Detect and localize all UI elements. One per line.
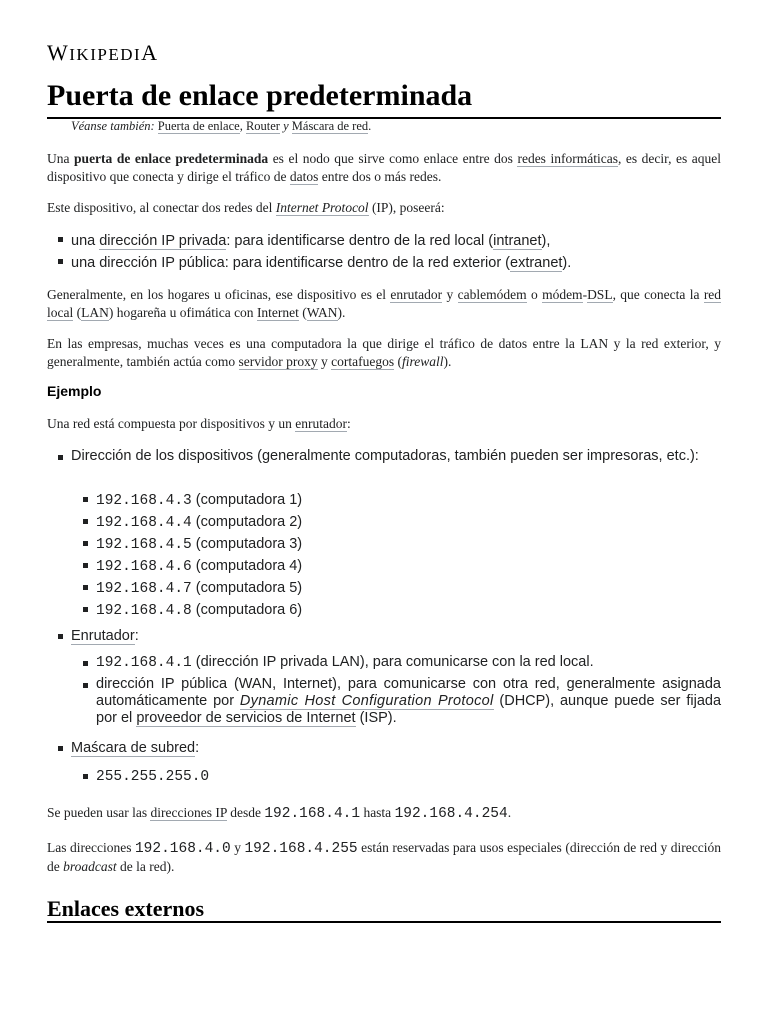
- paragraph-4: [47, 335, 721, 371]
- italic-term: firewall: [402, 354, 444, 369]
- text: En las empresas, muchas veces es una computadora la que dirige el tráfico de datos entre la LAN y la red exterior, y generalmente, también actúa como: [47, 336, 721, 369]
- devices-list: [47, 448, 721, 465]
- text: (computadora 5): [195, 580, 303, 596]
- hatnote-separator: ,: [239, 119, 243, 133]
- logo-last-letter: A: [141, 40, 159, 65]
- mask-sublist: [47, 767, 721, 786]
- link-enrutador-3[interactable]: Enrutador: [71, 628, 135, 644]
- text: (IP), poseerá:: [371, 200, 445, 215]
- list-item: [47, 676, 721, 727]
- bold-term: puerta de enlace predeterminada: [74, 151, 269, 166]
- ip-address: 192.168.4.255: [244, 841, 358, 857]
- text: (: [76, 305, 82, 320]
- list-item: [47, 252, 721, 274]
- subnet-mask-value: 255.255.255.0: [96, 769, 210, 785]
- text: están reservadas para usos especiales (dirección de red y dirección de: [47, 840, 722, 874]
- text: y: [234, 840, 241, 855]
- italic-term: broadcast: [63, 859, 117, 874]
- ip-address: 192.168.4.4: [96, 515, 192, 531]
- text: o: [530, 287, 538, 302]
- list-item: [47, 767, 721, 786]
- router-list: [47, 627, 721, 645]
- list-item: [47, 556, 721, 578]
- section-divider: [47, 921, 721, 923]
- ip-address: 192.168.4.1: [96, 655, 192, 671]
- text: (computadora 6): [195, 602, 303, 618]
- text: (computadora 4): [195, 558, 303, 574]
- intro-paragraph-1: [47, 150, 721, 186]
- wikipedia-logo[interactable]: [47, 40, 159, 66]
- text: ) hogareña u ofimática con: [108, 305, 254, 320]
- paragraph-3: [47, 286, 721, 322]
- text: ),: [541, 233, 551, 249]
- list-item: [47, 534, 721, 556]
- text: , que conecta la: [612, 287, 700, 302]
- link-lan[interactable]: LAN: [81, 305, 109, 320]
- link-enrutador-2[interactable]: enrutador: [295, 416, 347, 431]
- link-mascara-de-subred[interactable]: Maścara de subred: [71, 740, 196, 756]
- text: Una red está compuesta por dispositivos y un: [47, 416, 292, 431]
- text: (computadora 1): [195, 492, 303, 508]
- heading-ejemplo: Ejemplo: [47, 383, 102, 399]
- ip-list: [47, 230, 721, 274]
- text: desde: [230, 805, 261, 820]
- text: (ISP).: [359, 710, 397, 726]
- mask-list: [47, 739, 721, 757]
- link-red-local[interactable]: red local: [47, 287, 722, 320]
- text: :: [346, 416, 351, 431]
- ip-address: 192.168.4.8: [96, 603, 192, 619]
- text: (computadora 3): [195, 536, 303, 552]
- text: .: [507, 805, 512, 820]
- text: hasta: [363, 805, 392, 820]
- link-direcciones-ip[interactable]: direcciones IP: [150, 805, 227, 820]
- text: Este dispositivo, al conectar dos redes del: [47, 200, 273, 215]
- list-item: Dirección de los dispositivos (generalmente computadoras, también pueden ser impresoras, etc.):: [47, 448, 721, 465]
- link-intranet[interactable]: intranet: [493, 233, 542, 249]
- hatnote-prefix: Véanse también:: [71, 119, 155, 133]
- ip-address: 192.168.4.1: [264, 806, 361, 822]
- text: Generalmente, en los hogares u oficinas, ese dispositivo es el: [47, 287, 387, 302]
- text: Una: [47, 151, 70, 166]
- link-wan[interactable]: WAN: [306, 305, 338, 320]
- link-dsl[interactable]: DSL: [587, 287, 613, 302]
- text: una dirección IP pública: para identificarse dentro de la red exterior (: [71, 255, 511, 271]
- link-puerta-de-enlace[interactable]: Puerta de enlace: [157, 119, 240, 133]
- example-intro: [47, 415, 721, 433]
- link-router[interactable]: Router: [245, 119, 280, 133]
- logo-first-letter: W: [47, 40, 70, 65]
- link-extranet[interactable]: extranet: [510, 255, 563, 271]
- link-mascara-de-red[interactable]: Máscara de red: [291, 119, 369, 133]
- text: (: [397, 354, 403, 369]
- text: (computadora 2): [195, 514, 303, 530]
- intro-paragraph-2: [47, 199, 721, 217]
- list-item: [47, 578, 721, 600]
- link-datos[interactable]: datos: [289, 169, 319, 184]
- hatnote: [71, 119, 371, 134]
- text: -: [582, 287, 588, 302]
- link-enrutador[interactable]: enrutador: [390, 287, 443, 302]
- link-cablemodem[interactable]: cablemódem: [457, 287, 527, 302]
- text: , es decir, es aquel dispositivo que conecta y dirige el tráfico de: [47, 151, 722, 184]
- text: :: [195, 740, 200, 756]
- text: es el nodo que sirve como enlace entre dos: [272, 151, 513, 166]
- paragraph-5: [47, 804, 721, 823]
- list-item: [47, 230, 721, 252]
- list-item: [47, 654, 721, 672]
- list-item: [47, 739, 721, 757]
- ip-address: 192.168.4.5: [96, 537, 192, 553]
- link-direccion-ip-privada[interactable]: dirección IP privada: [99, 233, 227, 249]
- text: (dirección IP privada LAN), para comunicarse con la red local.: [195, 654, 594, 670]
- list-item: [47, 490, 721, 512]
- text: ).: [562, 255, 572, 271]
- list-item: [47, 627, 721, 645]
- page-title: Puerta de enlace predeterminada: [47, 79, 473, 112]
- text: entre dos o más redes.: [321, 169, 442, 184]
- text: :: [134, 628, 139, 644]
- text: y: [321, 354, 328, 369]
- heading-enlaces-externos: Enlaces externos: [47, 896, 205, 921]
- ip-address: 192.168.4.3: [96, 493, 192, 509]
- hatnote-conjunction: y: [283, 119, 289, 133]
- text: y: [446, 287, 454, 302]
- link-redes-informaticas[interactable]: redes informáticas: [517, 151, 618, 166]
- text: (: [302, 305, 307, 320]
- hatnote-end: .: [368, 119, 372, 133]
- link-modem[interactable]: módem: [542, 287, 583, 302]
- list-item: [47, 512, 721, 534]
- logo-small-caps: IKIPEDI: [69, 45, 142, 64]
- text: ).: [337, 305, 346, 320]
- text: : para identificarse dentro de la red local (: [226, 233, 494, 249]
- paragraph-6: [47, 839, 721, 876]
- devices-sublist: [47, 490, 721, 622]
- text: dirección IP pública (WAN, Internet), para comunicarse con otra red, generalmente asignada automáticamente por: [96, 676, 721, 709]
- ip-address: 192.168.4.6: [96, 559, 192, 575]
- link-isp[interactable]: proveedor de servicios de Internet: [136, 710, 356, 726]
- link-servidor-proxy[interactable]: servidor proxy: [238, 354, 318, 369]
- ip-address: 192.168.4.7: [96, 581, 192, 597]
- list-item: [47, 600, 721, 622]
- link-internet-protocol[interactable]: Internet Protocol: [275, 200, 369, 215]
- text: Las direcciones: [47, 840, 132, 855]
- text: ).: [443, 354, 452, 369]
- ip-address: 192.168.4.0: [134, 841, 231, 857]
- link-cortafuegos[interactable]: cortafuegos: [331, 354, 395, 369]
- link-dhcp[interactable]: Dynamic Host Configuration Protocol: [239, 693, 494, 709]
- text: una: [71, 233, 96, 249]
- ip-address: 192.168.4.254: [394, 806, 508, 822]
- link-internet[interactable]: Internet: [256, 305, 299, 320]
- router-sublist: [47, 654, 721, 727]
- text: de la red).: [120, 859, 175, 874]
- text: Se pueden usar las: [47, 805, 148, 820]
- text: (DHCP), aunque puede ser fijada por el: [96, 693, 722, 726]
